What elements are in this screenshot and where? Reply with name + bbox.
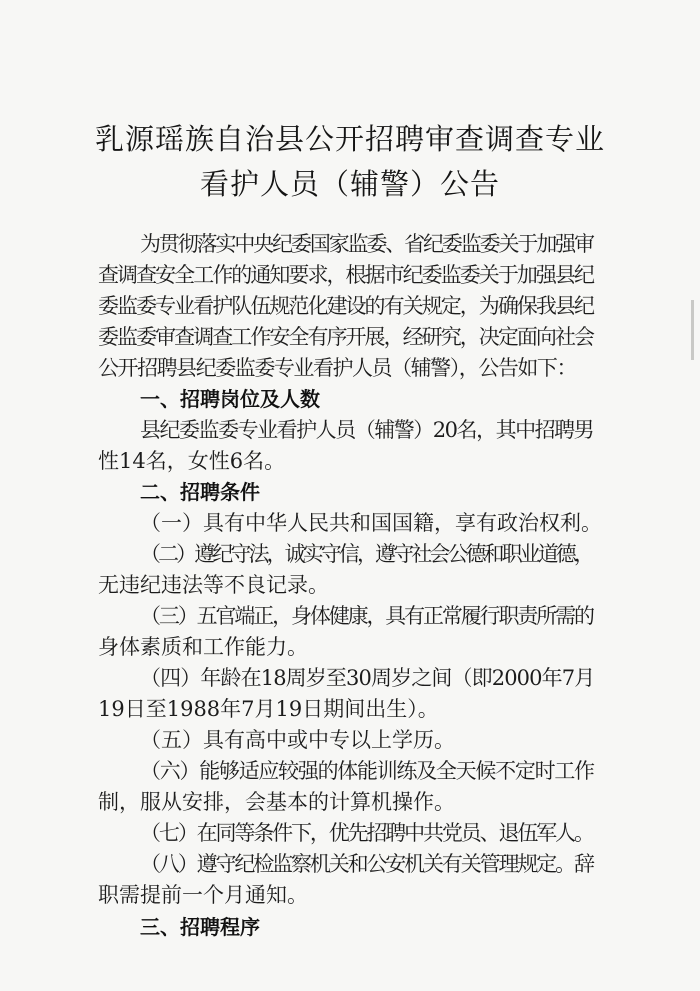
condition-item-1: （一）具有中华人民共和国国籍，享有政治权利。 [140, 511, 602, 535]
condition-item-3: （三）五官端正，身体健康，具有正常履行职责所需的 [140, 604, 593, 628]
condition-item-8-cont: 职需提前一个月通知。 [98, 883, 308, 907]
condition-item-7: （七）在同等条件下，优先招聘中共党员、退伍军人。 [140, 821, 593, 845]
condition-item-3-cont: 身体素质和工作能力。 [98, 635, 308, 659]
condition-item-4-cont: 19日至1988年7月19日期间出生）。 [98, 697, 439, 721]
condition-item-5: （五）具有高中或中专以上学历。 [140, 728, 455, 752]
condition-item-8: （八）遵守纪检监察机关和公安机关有关管理规定。辞 [140, 852, 593, 876]
body-line: 县纪委监委专业看护人员（辅警）20名，其中招聘男 [140, 418, 594, 442]
section-heading-1: 一、招聘岗位及人数 [140, 387, 320, 411]
condition-item-2: （二）遵纪守法，诚实守信，遵守社会公德和职业道德， [140, 542, 592, 566]
body-line: 性14名，女性6名。 [98, 449, 286, 473]
body-line: 委监委审查调查工作安全有序开展，经研究，决定面向社会 [98, 325, 594, 349]
condition-item-4: （四）年龄在18周岁至30周岁之间（即2000年7月 [140, 666, 595, 690]
body-line: 查调查安全工作的通知要求，根据市纪委监委关于加强县纪 [98, 263, 594, 287]
body-line: 公开招聘县纪委监委专业看护人员（辅警），公告如下： [98, 356, 576, 380]
document-title-line-1: 乳源瑶族自治县公开招聘审查调查专业 [94, 122, 605, 156]
condition-item-2-cont: 无违纪违法等不良记录。 [98, 573, 329, 597]
condition-item-6-cont: 制，服从安排，会基本的计算机操作。 [98, 790, 455, 814]
body-line: 委监委专业看护队伍规范化建设的有关规定，为确保我县纪 [98, 294, 594, 318]
scan-edge-mark [691, 300, 694, 360]
section-heading-2: 二、招聘条件 [140, 480, 260, 504]
document-title-line-2: 看护人员（辅警）公告 [199, 167, 500, 201]
section-heading-3: 三、招聘程序 [140, 915, 260, 939]
body-line: 为贯彻落实中央纪委国家监委、省纪委监委关于加强审 [140, 232, 593, 256]
condition-item-6: （六）能够适应较强的体能训练及全天候不定时工作 [140, 759, 594, 783]
